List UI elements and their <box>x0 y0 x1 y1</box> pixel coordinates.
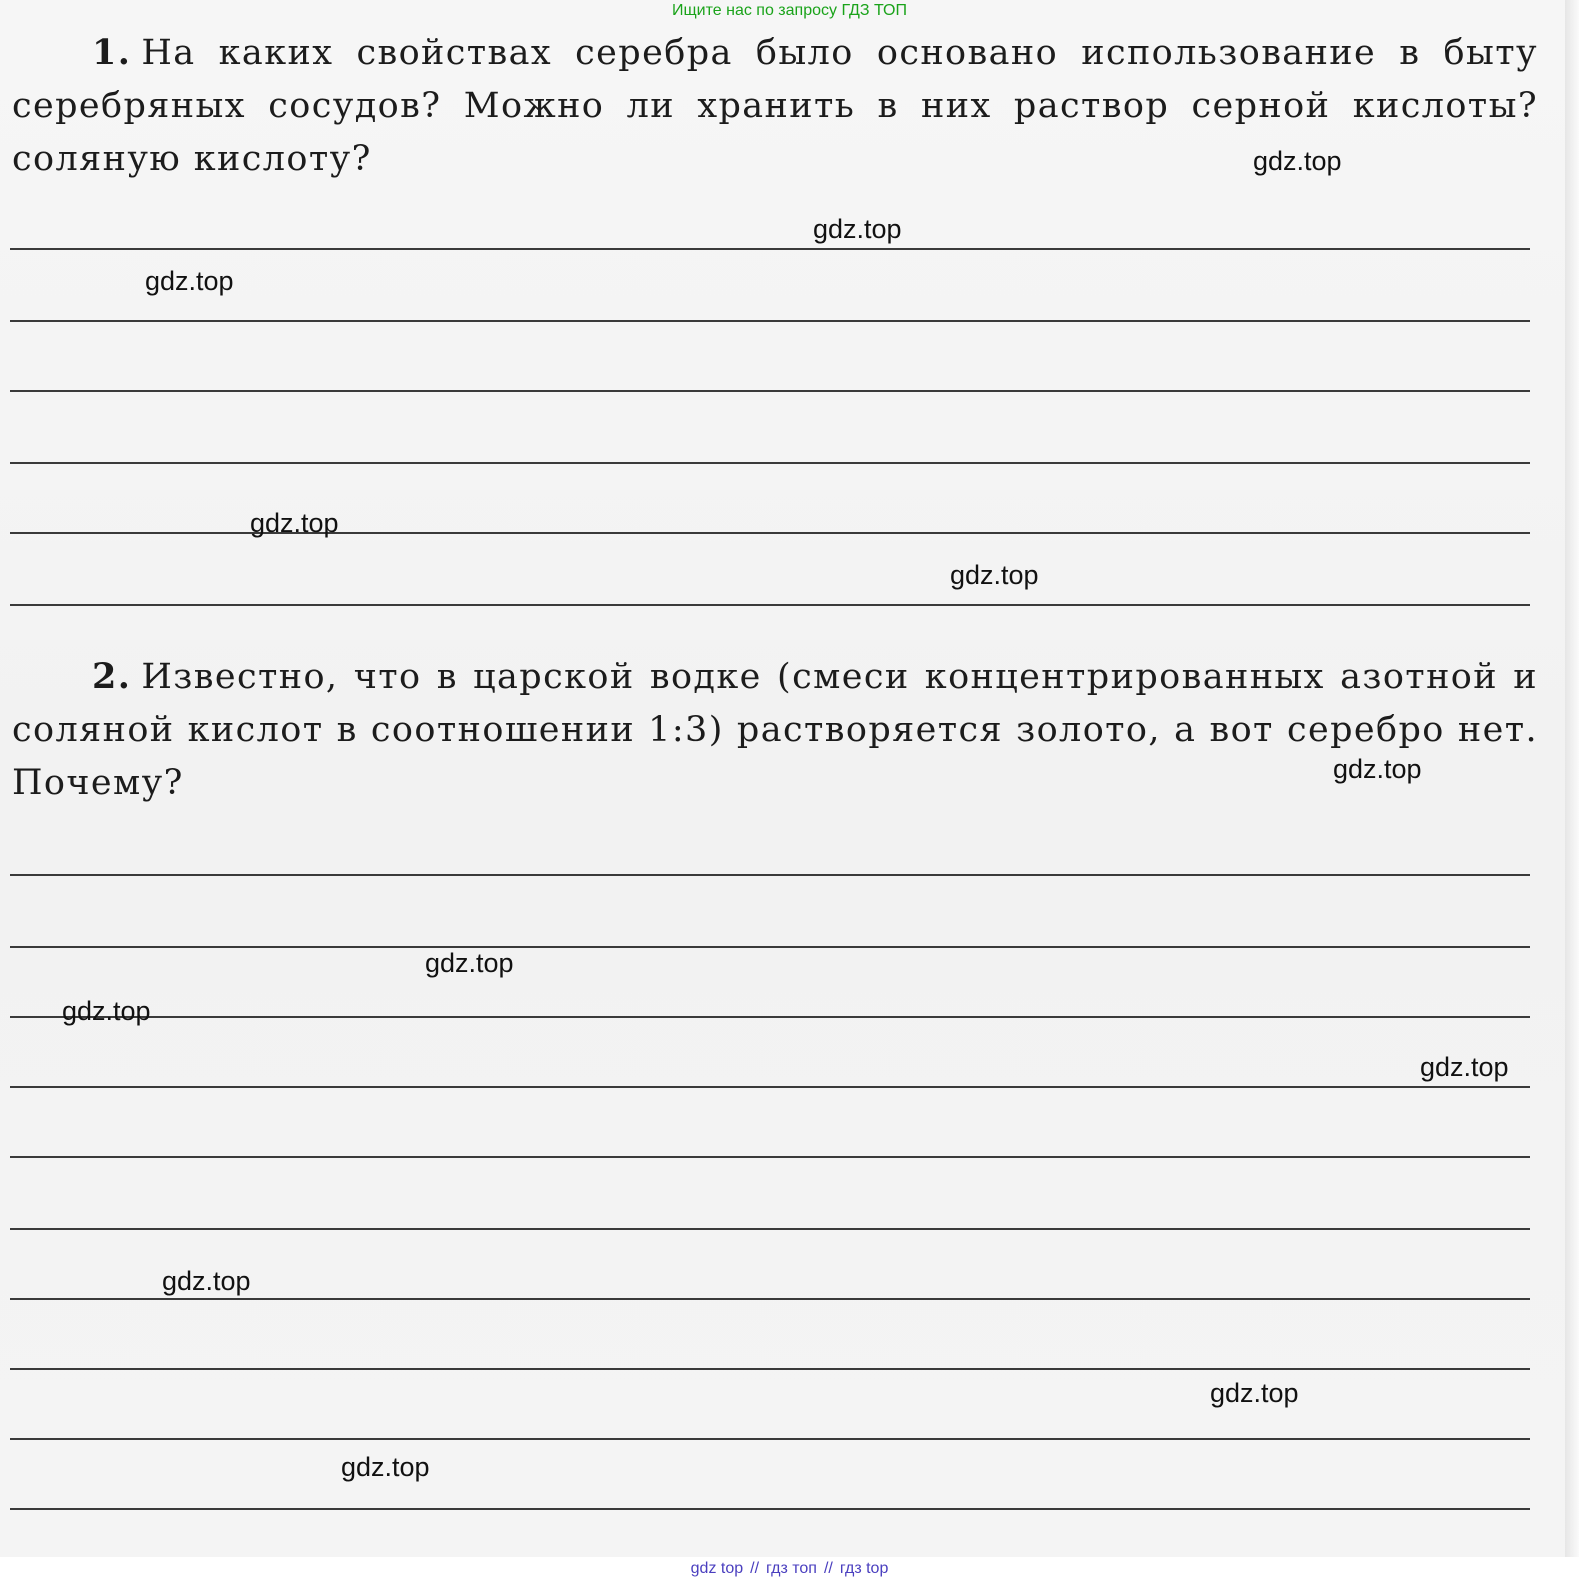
bottom-link-3[interactable]: гдз top <box>839 1560 889 1577</box>
bottom-link-2[interactable]: гдз топ <box>766 1560 817 1577</box>
question-2 <box>12 650 1538 810</box>
answer-line[interactable] <box>10 874 1530 876</box>
answer-line[interactable] <box>10 462 1530 464</box>
answer-line[interactable] <box>10 1508 1530 1510</box>
answer-line[interactable] <box>10 1016 1530 1018</box>
watermark: gdz.top <box>1420 1052 1509 1082</box>
bottom-link-1[interactable]: gdz top <box>690 1560 744 1577</box>
watermark: gdz.top <box>341 1452 430 1482</box>
watermark: gdz.top <box>145 266 234 296</box>
watermark: gdz.top <box>250 508 339 538</box>
answer-line[interactable] <box>10 320 1530 322</box>
question-1-text: На каких свойствах серебра было основано использование в быту серебряных сосудов? Можно ли хранить в них раствор серной кислоты? соляную кислоту? <box>12 33 1538 179</box>
watermark: gdz.top <box>62 996 151 1026</box>
watermark: gdz.top <box>950 560 1039 590</box>
watermark: gdz.top <box>813 214 902 244</box>
answer-line[interactable] <box>10 604 1530 606</box>
question-2-text: Известно, что в царской водке (смеси концентрированных азотной и соляной кислот в соотношении 1:3) растворяется золото, а вот серебро нет. Почему? <box>12 657 1538 803</box>
answer-line[interactable] <box>10 390 1530 392</box>
answer-line[interactable] <box>10 1368 1530 1370</box>
watermark: gdz.top <box>1333 754 1422 784</box>
watermark: gdz.top <box>162 1266 251 1296</box>
answer-line[interactable] <box>10 946 1530 948</box>
answer-line[interactable] <box>10 532 1530 534</box>
watermark: gdz.top <box>1210 1378 1299 1408</box>
answer-line[interactable] <box>10 1438 1530 1440</box>
bottom-separator: // <box>750 1560 760 1577</box>
watermark: gdz.top <box>1253 146 1342 176</box>
question-1-number: 1. <box>92 32 132 73</box>
top-banner[interactable]: Ищите нас по запросу ГДЗ ТОП <box>672 2 907 19</box>
bottom-separator: // <box>823 1560 833 1577</box>
answer-line[interactable] <box>10 248 1530 250</box>
answer-line[interactable] <box>10 1086 1530 1088</box>
answer-line[interactable] <box>10 1298 1530 1300</box>
answer-line[interactable] <box>10 1156 1530 1158</box>
page-edge-shadow <box>1565 0 1579 1581</box>
question-2-number: 2. <box>92 656 132 697</box>
watermark: gdz.top <box>425 948 514 978</box>
answer-line[interactable] <box>10 1228 1530 1230</box>
bottom-banner <box>0 1557 1579 1581</box>
